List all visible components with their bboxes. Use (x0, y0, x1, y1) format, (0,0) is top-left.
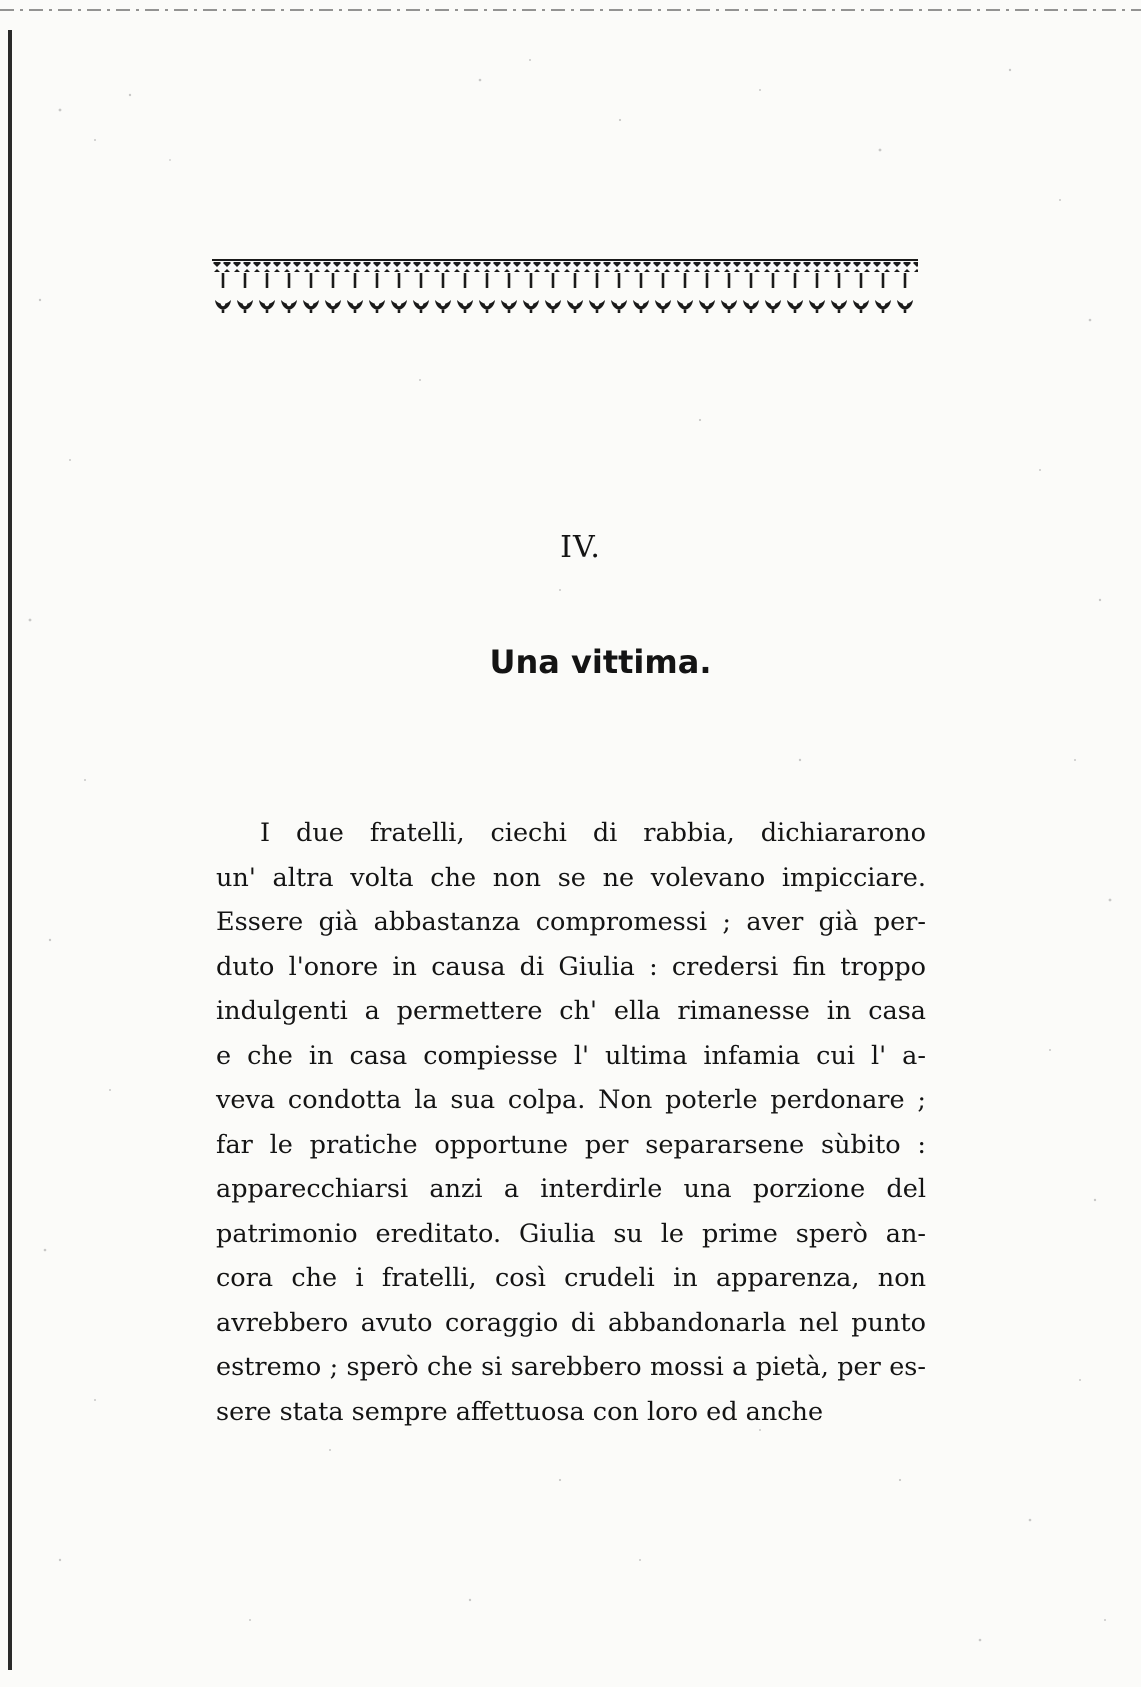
top-edge-line (0, 8, 1141, 12)
text-line: e che in casa compiesse l' ultima infamia cui l' a- (216, 1040, 926, 1071)
left-binding-edge (8, 30, 12, 1670)
chapter-number: IV. (560, 530, 601, 565)
text-line: indulgenti a permettere ch' ella rimanesse in casa (216, 996, 926, 1026)
ornamental-header-border (212, 258, 918, 314)
chapter-title: Una vittima. (489, 643, 712, 681)
text-line: duto l'onore in causa di Giulia : credersi fin troppo (216, 951, 926, 982)
text-line: Essere già abbastanza compromessi ; aver già per- (216, 907, 926, 937)
text-line: I due fratelli, ciechi di rabbia, dichiararono (260, 818, 926, 848)
body-paragraph (216, 811, 926, 1434)
text-line: estremo ; sperò che si sarebbero mossi a pietà, per es- (216, 1352, 926, 1382)
text-line: apparecchiarsi anzi a interdirle una porzione del (216, 1174, 926, 1204)
text-line: veva condotta la sua colpa. Non poterle perdonare ; (216, 1085, 926, 1115)
text-line: sere stata sempre affettuosa con loro ed anche (216, 1396, 824, 1427)
text-line: patrimonio ereditato. Giulia su le prime sperò an- (216, 1218, 926, 1249)
text-line: avrebbero avuto coraggio di abbandonarla nel punto (216, 1307, 926, 1338)
text-line: cora che i fratelli, così crudeli in apparenza, non (216, 1263, 926, 1293)
text-line: far le pratiche opportune per separarsene sùbito : (216, 1129, 926, 1160)
text-line: un' altra volta che non se ne volevano impicciare. (216, 862, 926, 893)
